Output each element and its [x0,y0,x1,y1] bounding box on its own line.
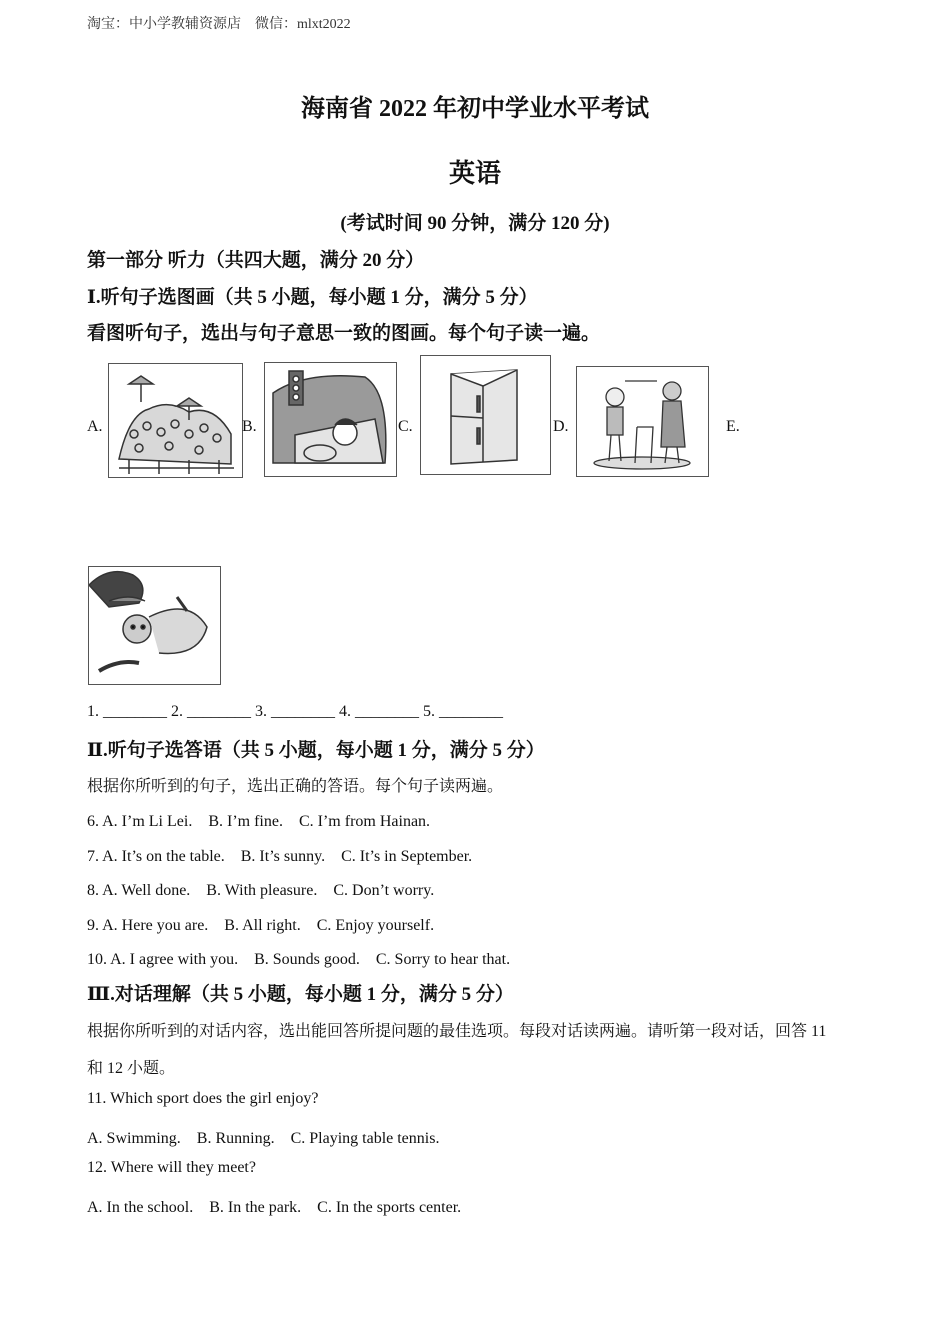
pic-b-driver [264,362,397,477]
pic-b-label: B. [242,418,257,435]
question-8: 8. A. Well done. B. With pleasure. C. Don’t worry. [87,882,435,899]
section2-instruction: 根据你所听到的句子，选出正确的答语。每个句子读两遍。 [87,778,504,795]
section1-heading: Ⅰ.听句子选图画（共 5 小题，每小题 1 分，满分 5 分） [87,287,538,308]
pic-d-helping-elderly [576,366,709,477]
pic-c-label: C. [398,418,413,435]
pic-a-label: A. [87,418,103,435]
pic-a-tea-picking [108,363,243,478]
section1-answer-blanks: 1. ________ 2. ________ 3. ________ 4. ________ 5. ________ [87,703,503,720]
question-9: 9. A. Here you are. B. All right. C. Enjoy yourself. [87,917,435,934]
question-12: 12. Where will they meet? [87,1159,256,1176]
pic-c-fridge [420,355,551,475]
subject-title: 英语 [448,159,501,188]
question-6: 6. A. I’m Li Lei. B. I’m fine. C. I’m from Hainan. [87,813,431,830]
section1-instruction: 看图听句子，选出与句子意思一致的图画。每个句子读一遍。 [87,323,601,344]
exam-title: 海南省 2022 年初中学业水平考试 [301,96,649,122]
part1-heading: 第一部分 听力（共四大题，满分 20 分） [87,250,425,271]
section3-instruction-line1: 根据你所听到的对话内容，选出能回答所提问题的最佳选项。每段对话读两遍。请听第一段对话，回答 11 [87,1023,827,1040]
question-11: 11. Which sport does the girl enjoy? [87,1090,319,1107]
pic-e-monkey-king [88,566,221,685]
pic-e-label: E. [726,418,740,435]
question-11-options: A. Swimming. B. Running. C. Playing table tennis. [87,1130,440,1147]
section3-heading: Ⅲ.对话理解（共 5 小题，每小题 1 分，满分 5 分） [87,984,514,1005]
section2-heading: Ⅱ.听句子选答语（共 5 小题，每小题 1 分，满分 5 分） [87,740,545,761]
section3-instruction-line2: 和 12 小题。 [87,1060,176,1077]
pic-d-label: D. [553,418,569,435]
question-10: 10. A. I agree with you. B. Sounds good. C. Sorry to hear that. [87,951,511,968]
header-shop-line: 淘宝：中小学教辅资源店 微信：mlxt2022 [87,17,351,32]
exam-info: (考试时间 90 分钟，满分 120 分) [340,213,610,234]
question-7: 7. A. It’s on the table. B. It’s sunny. C. It’s in September. [87,848,473,865]
question-12-options: A. In the school. B. In the park. C. In the sports center. [87,1199,462,1216]
